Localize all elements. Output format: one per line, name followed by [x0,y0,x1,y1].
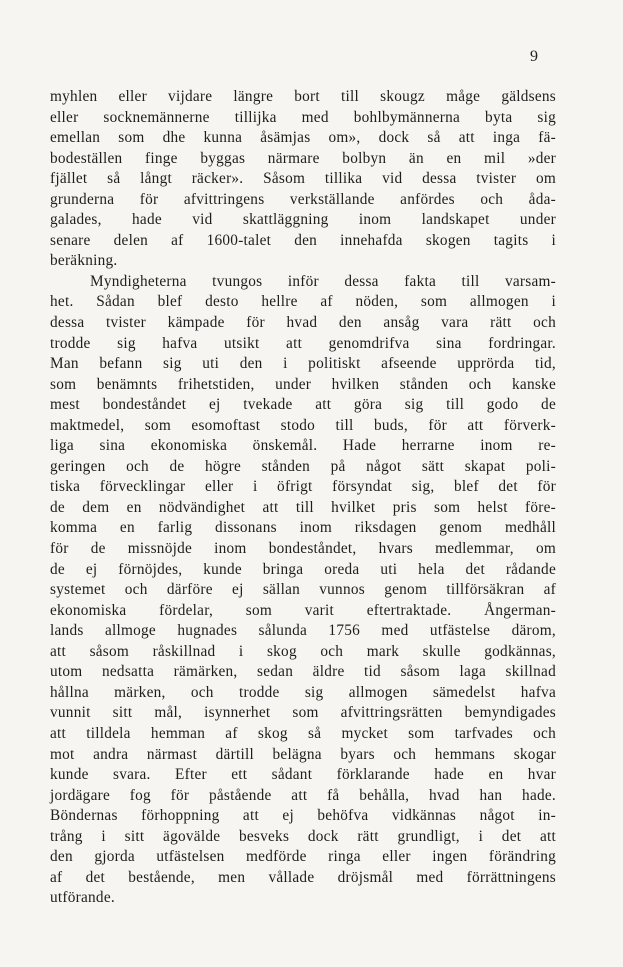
text-line: liga sina ekonomiska önskemål. Hade herrarne inom re- [50,437,556,455]
text-line: bodeställen finge byggas närmare bolbyn än en mil »der [50,149,556,167]
text-line: tiska förvecklingar eller i öfrigt försyndat sig, blef det för [50,478,556,496]
text-line: hållna märken, och trodde sig allmogen sämedelst hafva [50,683,556,701]
text-line: kunde svara. Efter ett sådant förklarande hade en hvar [50,766,556,784]
text-line: för de missnöjde inom bondeståndet, hvars medlemmar, om [50,540,556,558]
body-text [50,87,556,909]
text-line: dessa tvister kämpade för hvad den ansåg vara rätt och [50,314,556,332]
text-line: mot andra närmast därtill belägna byars och hemmans skogar [50,745,556,763]
text-line: systemet och därföre ej sällan vunnos genom tillförsäkran af [50,581,556,599]
text-line: den gjorda utfästelsen medförde ringa eller ingen förändring [50,848,556,866]
text-line: maktmedel, som esomoftast stodo till buds, för att förverk- [50,416,556,434]
text-line: grunderna för afvittringens verkställande anfördes och åda- [50,190,556,208]
text-line: som benämnts frihetstiden, under hvilken stånden och kanske [50,375,556,393]
text-line: trodde sig hafva utsikt att genomdrifva sina fordringar. [50,334,556,352]
text-line: komma en farlig dissonans inom riksdagen genom medhåll [50,519,556,537]
text-line: eller socknemännerne tillijka med bohlbymännerna byta sig [50,108,556,126]
text-line: vunnit sitt mål, isynnerhet som afvittringsrätten bemyndigades [50,704,556,722]
text-line: de ej förnöjdes, kunde bringa oreda uti hela det rådande [50,560,556,578]
text-line: utförande. [50,889,115,907]
text-line: att såsom råskillnad i skog och mark skulle godkännas, [50,642,556,660]
text-line: de dem en nödvändighet att till hvilket pris som helst före- [50,498,556,516]
text-line: galades, hade vid skattläggning inom landskapet under [50,211,556,229]
text-line: att tilldela hemman af skog så mycket som tarfvades och [50,724,556,742]
text-line: fjället så långt räcker». Såsom tillika vid dessa tvister om [50,170,556,188]
text-line: Myndigheterna tvungos inför dessa fakta till varsam- [90,272,556,290]
text-line: af det bestående, men vållade dröjsmål med förrättningens [50,868,556,886]
text-line: het. Sådan blef desto hellre af nöden, som allmogen i [50,293,556,311]
text-line: lands allmoge hugnades sålunda 1756 med utfästelse därom, [50,622,556,640]
text-line: beräkning. [50,252,118,270]
text-line: geringen och de högre stånden på något sätt skapat poli- [50,457,556,475]
text-line: jordägare fog för påstående att få behålla, hvad han hade. [50,786,556,804]
text-line: Böndernas förhoppning att ej behöfva vidkännas något in- [50,807,556,825]
text-line: mest bondeståndet ej tvekade att göra sig till godo de [50,396,556,414]
page-number: 9 [530,48,539,65]
text-line: senare delen af 1600-talet den innehafda skogen tagits i [50,231,556,249]
text-line: emellan som dhe kunna åsämjas om», dock så att inga fä- [50,129,556,147]
text-line: ekonomiska fördelar, som varit eftertraktade. Ångerman- [50,601,556,619]
text-line: utom nedsatta rämärken, sedan äldre tid såsom laga skillnad [50,663,556,681]
text-line: myhlen eller vijdare längre bort till skougz måge gäldsens [50,88,556,105]
text-line: trång i sitt ägovälde besveks dock rätt grundligt, i det att [50,827,556,845]
text-line: Man befann sig uti den i politiskt afseende upprörda tid, [50,355,556,373]
